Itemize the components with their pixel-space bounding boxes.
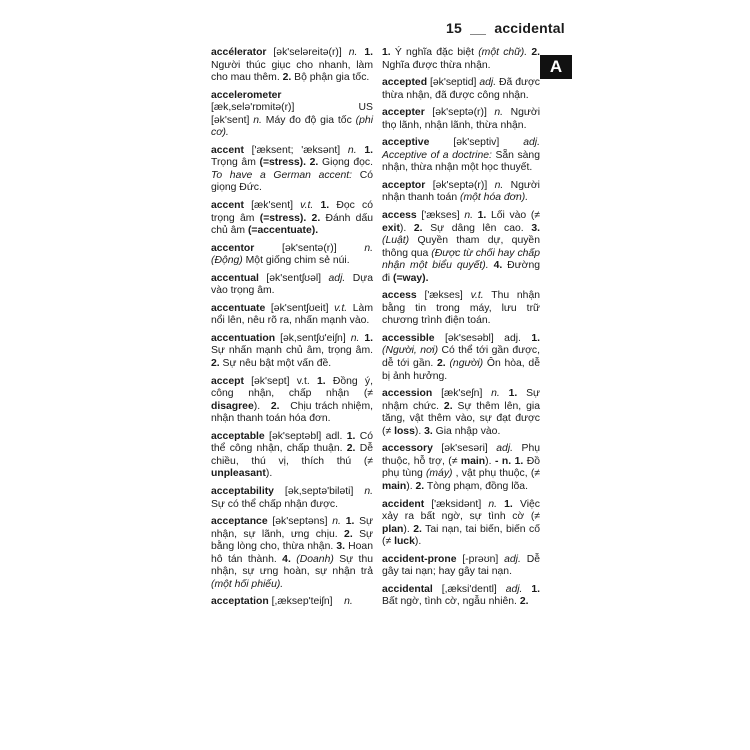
dictionary-entry: accepter [ək'septə(r)] n. Người thọ lãnh, nhận lãnh, thừa nhận. bbox=[382, 107, 540, 131]
page-number: 15 bbox=[446, 20, 462, 36]
dictionary-entry: 1. Ý nghĩa đặc biệt (một chữ). 2. Nghĩa được thừa nhận. bbox=[382, 47, 540, 71]
header-separator: __ bbox=[466, 20, 491, 36]
dictionary-entry: accélerator [ək'seləreitə(r)] n. 1. Người thúc giục cho nhanh, làm cho mau thêm. 2. Bộ phận gia tốc. bbox=[211, 47, 373, 84]
dictionary-entry: accent [æk'sent] v.t. 1. Đọc có trọng âm (=stress). 2. Đánh dấu chủ âm (=accentuate). bbox=[211, 200, 374, 237]
dictionary-entry: accentuate [ək'sentʃʊeit] v.t. Làm nổi lên, nêu rõ ra, nhấn mạnh vào. bbox=[211, 302, 373, 327]
dictionary-entry: acceptor [ək'septə(r)] n. Người nhận thanh toán (một hóa đơn). bbox=[382, 179, 540, 204]
dictionary-entry: accentual [ək'sentʃʊəl] adj. Dựa vào trọng âm. bbox=[211, 272, 373, 297]
dictionary-entry: accentor [ək'sentə(r)] n. (Động) Một giống chim sẻ núi. bbox=[211, 242, 373, 267]
dictionary-entry: access ['ækses] v.t. Thu nhận bằng tin trong máy, lưu trữ chương trình điện toán. bbox=[382, 290, 540, 327]
dictionary-entry: acceptance [ək'septəns] n. 1. Sự nhận, sự lãnh, ưng chịu. 2. Sự bằng lòng cho, thừa nhận. 3. Hoan hô tán thành. 4. (Doanh) Sự thu nhận, sự ưng hoàn, sự nhận trả (một hối phiếu). bbox=[211, 516, 374, 590]
dictionary-entry: accidental [,æksi'dentl] adj. 1. Bất ngờ, tình cờ, ngẫu nhiên. 2. bbox=[382, 583, 540, 608]
right-column bbox=[382, 47, 540, 614]
running-header bbox=[446, 20, 565, 36]
dictionary-entry: accessible [ək'sesəbl] adj. 1. (Người, nơi) Có thể tới gần được, dễ tới gần. 2. (người) Ôn hòa, dễ bị ảnh hưởng. bbox=[382, 332, 540, 382]
dictionary-entry: accident-prone [-prəʊn] adj. Dễ gây tai nạn; hay gây tai nạn. bbox=[382, 553, 540, 578]
dictionary-entry: accident ['æksidənt] n. 1. Việc xảy ra bất ngờ, sự tình cờ (≠ plan). 2. Tai nạn, tai biến, biến cố (≠ luck). bbox=[382, 498, 541, 548]
dictionary-entry: accessory [ək'sesəri] adj. Phụ thuộc, hỗ trợ, (≠ main). - n. 1. Đồ phụ tùng (máy) , vật phụ thuộc, (≠ main). 2. Tòng phạm, đồng lõa. bbox=[382, 443, 541, 492]
dictionary-entry: acceptive [ək'septiv] adj. Acceptive of a doctrine: Sẵn sàng nhận, thừa nhận một học thuyết. bbox=[382, 137, 540, 174]
dictionary-entry: acceptable [ək'septəbl] adl. 1. Có thể công nhận, chấp thuận. 2. Dễ chiều, thú vị, thích thú (≠ unpleasant). bbox=[211, 430, 374, 480]
dictionary-entry: accentuation [ək,sentʃʊ'eiʃn] n. 1. Sự nhấn mạnh chủ âm, trọng âm. 2. Sự nêu bật một vấn đề. bbox=[211, 332, 374, 370]
guide-word: accidental bbox=[494, 20, 565, 36]
dictionary-entry: access ['ækses] n. 1. Lối vào (≠ exit). 2. Sự dâng lên cao. 3. (Luật) Quyền tham dự, quyền thông qua (Được từ chối hay chấp nhận một biểu quyết). 4. Đường đi (=way). bbox=[382, 210, 541, 284]
dictionary-entry: acceptation [,æksep'teiʃn] n. bbox=[211, 596, 353, 608]
dictionary-entry: accepted [ək'septid] adj. Đã được thừa nhận, đã được công nhận. bbox=[382, 77, 540, 101]
letter-section-tab: A bbox=[540, 55, 572, 79]
left-column bbox=[211, 47, 373, 614]
dictionary-entry: accept [ək'sept] v.t. 1. Đồng ý, công nhận, chấp nhận (≠ disagree). 2. Chịu trách nhiệm, nhận thanh toán hóa đơn. bbox=[211, 375, 373, 425]
dictionary-entry: accelerometer [æk,selə'rɒmitə(r)] US [ək'sent] n. Máy đo độ gia tốc (phi cơ). bbox=[211, 89, 373, 139]
dictionary-entry: accent ['æksent; 'æksənt] n. 1. Trọng âm (=stress). 2. Giọng đọc. To have a German accent: Có giọng Đức. bbox=[211, 144, 374, 194]
dictionary-entry: acceptability [ək,septə'biləti] n. Sự có thể chấp nhận được. bbox=[211, 485, 373, 510]
dictionary-entry: accession [æk'seʃn] n. 1. Sự nhậm chức. 2. Sự thêm lên, gia tăng, vật thêm vào, sự đạt được (≠ loss). 3. Gia nhập vào. bbox=[382, 388, 541, 437]
